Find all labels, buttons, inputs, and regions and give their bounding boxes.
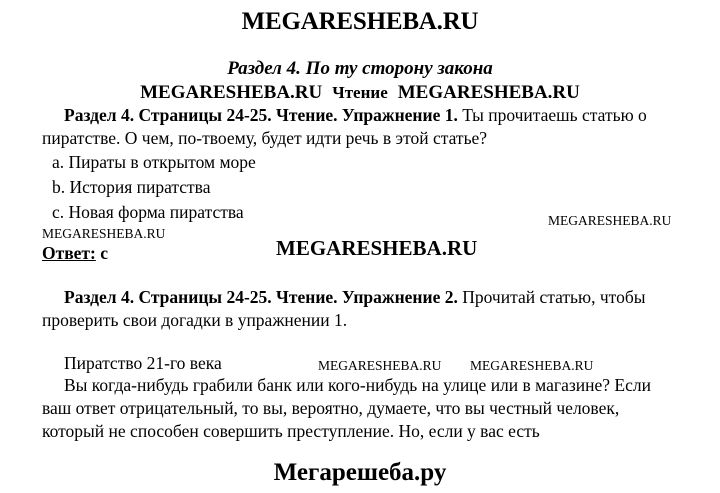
exercise-1-text: Ты прочитаешь статью о пиратстве. О чем, по-твоему, будет идти речь в этой статье? (42, 105, 647, 149)
option-b: b. История пиратства (52, 176, 211, 197)
site-watermark-float-2: MEGARESHEBA.RU (42, 226, 166, 241)
exercise-1-options (52, 150, 256, 225)
exercise-2-text: Прочитай статью, чтобы проверить свои догадки в упражнении 1. (42, 287, 646, 331)
exercise-1-lead: Раздел 4. Страницы 24-25. Чтение. Упражнение 1. (64, 105, 458, 125)
site-watermark-float-3: MEGARESHEBA.RU (276, 236, 478, 260)
site-watermark-top: MEGARESHEBA.RU (241, 8, 479, 35)
site-watermark-float-5: MEGARESHEBA.RU (470, 358, 594, 373)
exercise-1-paragraph (42, 104, 684, 150)
site-watermark-left: MEGARESHEBA.RU (140, 82, 323, 103)
article-title: Пиратство 21-го века (64, 353, 222, 373)
site-watermark-float-4: MEGARESHEBA.RU (318, 358, 442, 373)
subtitle-label: Чтение (332, 83, 388, 102)
exercise-2-lead: Раздел 4. Страницы 24-25. Чтение. Упражнение 2. (64, 287, 458, 307)
exercise-2-paragraph (42, 286, 684, 332)
answer-line (42, 243, 108, 264)
answer-label: Ответ: (42, 243, 96, 263)
site-watermark-right: MEGARESHEBA.RU (397, 82, 580, 103)
article-body: Вы когда-нибудь грабили банк или кого-нибудь на улице или в магазине? Если ваш ответ отрицательный, то вы, вероятно, думаете, что вы честный человек, который не способен совершить преступление. Но, если у вас есть (42, 375, 651, 442)
subtitle-row (0, 82, 720, 104)
site-watermark-bottom: Мегарешеба.ру (273, 459, 447, 486)
section-title: Раздел 4. По ту сторону закона (227, 58, 493, 79)
option-a: a. Пираты в открытом море (52, 152, 256, 172)
answer-value: c (95, 243, 109, 263)
site-watermark-float-1: MEGARESHEBA.RU (548, 213, 672, 228)
option-c: c. Новая форма пиратства (52, 201, 244, 222)
